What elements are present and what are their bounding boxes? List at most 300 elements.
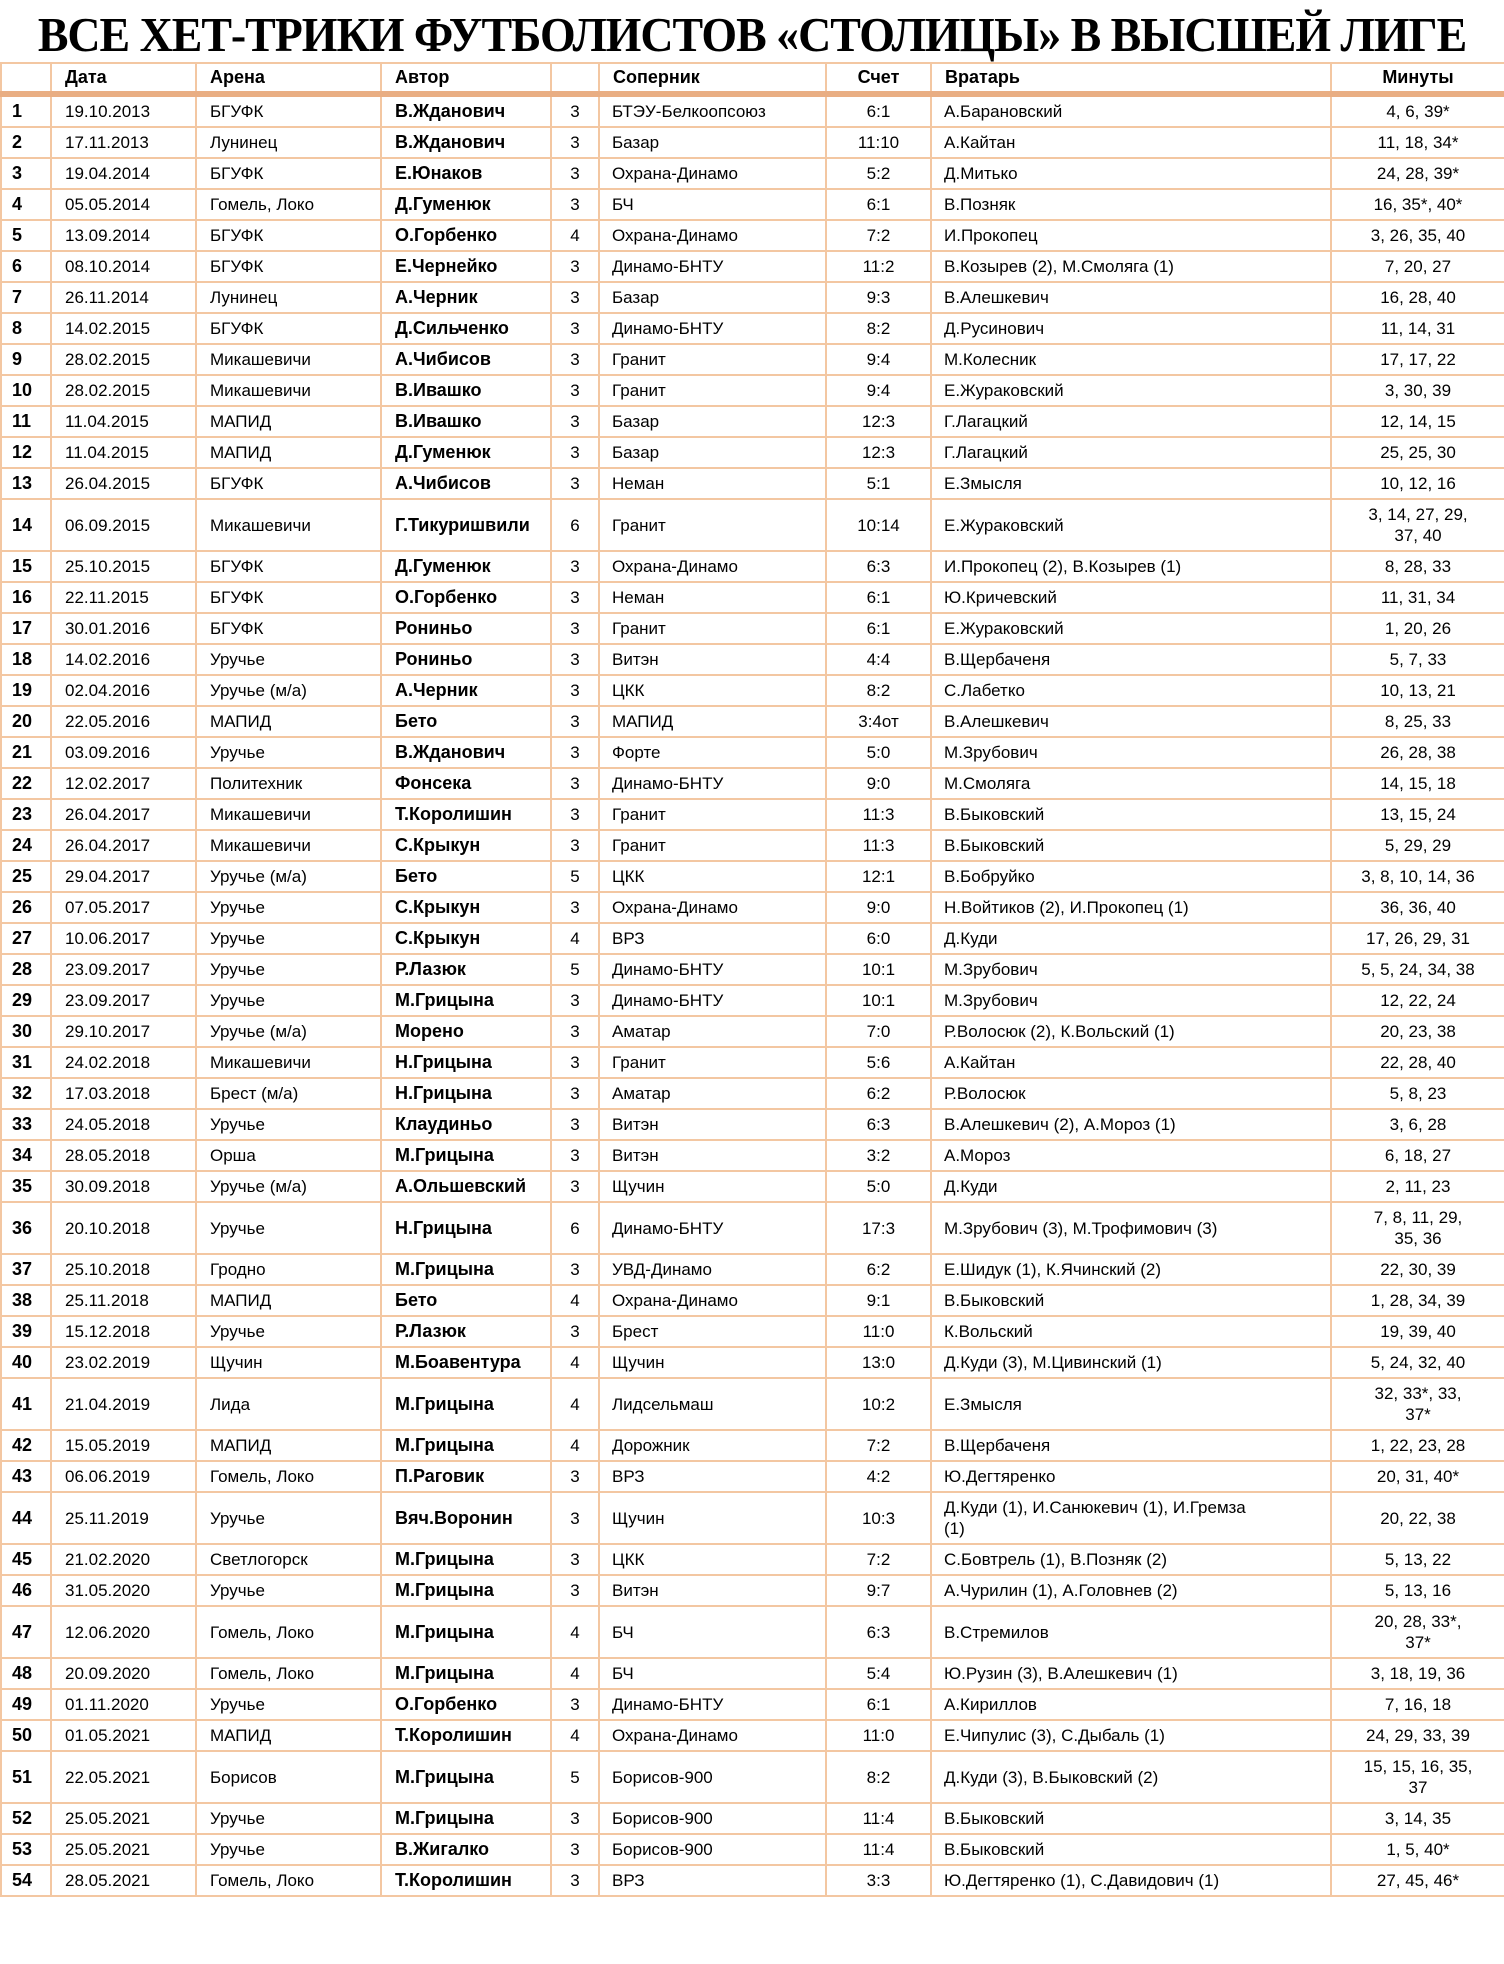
cell-author: А.Ольшевский xyxy=(381,1171,551,1202)
cell-date: 22.05.2021 xyxy=(51,1751,196,1803)
cell-author: С.Крыкун xyxy=(381,923,551,954)
cell-keeper xyxy=(931,437,1331,468)
table-row xyxy=(1,861,1504,892)
cell-date: 06.09.2015 xyxy=(51,499,196,551)
table-body xyxy=(1,94,1504,1896)
cell-keeper-text: В.Козырев (2), М.Смоляга (1) xyxy=(944,257,1174,276)
cell-goals: 3 xyxy=(551,799,599,830)
cell-minutes xyxy=(1331,127,1504,158)
cell-keeper xyxy=(931,830,1331,861)
cell-goals: 3 xyxy=(551,1171,599,1202)
cell-arena: Уручье xyxy=(196,737,381,768)
cell-minutes-text: 8, 25, 33 xyxy=(1384,712,1452,731)
table-row xyxy=(1,737,1504,768)
cell-author: Рониньо xyxy=(381,613,551,644)
cell-minutes-text: 20, 28, 33*, 37* xyxy=(1374,1612,1462,1652)
cell-minutes xyxy=(1331,375,1504,406)
cell-arena: Уручье (м/а) xyxy=(196,1171,381,1202)
cell-keeper xyxy=(931,1720,1331,1751)
cell-minutes xyxy=(1331,582,1504,613)
cell-score: 11:4 xyxy=(826,1834,931,1865)
table-row xyxy=(1,1751,1504,1803)
cell-goals: 3 xyxy=(551,468,599,499)
cell-keeper xyxy=(931,1658,1331,1689)
table-row xyxy=(1,1109,1504,1140)
cell-date: 01.05.2021 xyxy=(51,1720,196,1751)
cell-keeper-text: Д.Куди xyxy=(944,1177,998,1196)
cell-num: 24 xyxy=(1,830,51,861)
cell-date: 06.06.2019 xyxy=(51,1461,196,1492)
table-row xyxy=(1,923,1504,954)
header-cell-score: Счет xyxy=(826,63,931,94)
table-row xyxy=(1,344,1504,375)
cell-author: Н.Грицына xyxy=(381,1078,551,1109)
cell-num: 50 xyxy=(1,1720,51,1751)
cell-arena: МАПИД xyxy=(196,706,381,737)
cell-arena: Лунинец xyxy=(196,282,381,313)
cell-score: 9:3 xyxy=(826,282,931,313)
cell-minutes-text: 22, 30, 39 xyxy=(1380,1260,1456,1279)
cell-minutes xyxy=(1331,1171,1504,1202)
cell-opponent: Гранит xyxy=(599,375,826,406)
table-row xyxy=(1,675,1504,706)
cell-date: 23.09.2017 xyxy=(51,985,196,1016)
cell-minutes xyxy=(1331,251,1504,282)
cell-minutes-text: 36, 36, 40 xyxy=(1380,898,1456,917)
cell-author: Д.Гуменюк xyxy=(381,437,551,468)
cell-score: 11:0 xyxy=(826,1316,931,1347)
cell-keeper-text: М.Зрубович xyxy=(944,991,1038,1010)
cell-keeper xyxy=(931,1254,1331,1285)
cell-date: 25.10.2015 xyxy=(51,551,196,582)
cell-author: М.Грицына xyxy=(381,985,551,1016)
cell-keeper-text: Д.Куди (3), В.Быковский (2) xyxy=(944,1767,1159,1787)
cell-num: 27 xyxy=(1,923,51,954)
cell-goals: 3 xyxy=(551,985,599,1016)
cell-goals: 3 xyxy=(551,1016,599,1047)
cell-goals: 3 xyxy=(551,613,599,644)
cell-minutes xyxy=(1331,437,1504,468)
cell-minutes-text: 20, 23, 38 xyxy=(1380,1022,1456,1041)
cell-keeper xyxy=(931,468,1331,499)
cell-minutes xyxy=(1331,737,1504,768)
cell-goals: 3 xyxy=(551,1109,599,1140)
cell-keeper xyxy=(931,94,1331,127)
cell-opponent: Форте xyxy=(599,737,826,768)
cell-arena: Брест (м/а) xyxy=(196,1078,381,1109)
cell-arena: Гомель, Локо xyxy=(196,1606,381,1658)
cell-goals: 3 xyxy=(551,1575,599,1606)
cell-score: 6:3 xyxy=(826,551,931,582)
cell-minutes-text: 1, 28, 34, 39 xyxy=(1370,1291,1466,1310)
cell-opponent: ВРЗ xyxy=(599,923,826,954)
cell-goals: 5 xyxy=(551,954,599,985)
cell-keeper xyxy=(931,127,1331,158)
cell-keeper xyxy=(931,1606,1331,1658)
cell-keeper xyxy=(931,1316,1331,1347)
cell-num: 28 xyxy=(1,954,51,985)
cell-opponent: Витэн xyxy=(599,1109,826,1140)
cell-minutes-text: 7, 16, 18 xyxy=(1384,1695,1452,1714)
cell-keeper xyxy=(931,1544,1331,1575)
cell-date: 19.10.2013 xyxy=(51,94,196,127)
table-row xyxy=(1,1658,1504,1689)
cell-score: 10:1 xyxy=(826,954,931,985)
cell-author: М.Грицына xyxy=(381,1378,551,1430)
cell-minutes-text: 7, 8, 11, 29, 35, 36 xyxy=(1373,1208,1463,1248)
cell-arena: Уручье (м/а) xyxy=(196,1016,381,1047)
cell-author: Н.Грицына xyxy=(381,1202,551,1254)
table-row xyxy=(1,1606,1504,1658)
table-row xyxy=(1,468,1504,499)
cell-goals: 3 xyxy=(551,1865,599,1896)
cell-minutes-text: 17, 26, 29, 31 xyxy=(1366,929,1470,948)
cell-minutes-text: 16, 28, 40 xyxy=(1380,288,1456,307)
cell-keeper xyxy=(931,1689,1331,1720)
cell-minutes xyxy=(1331,954,1504,985)
cell-minutes xyxy=(1331,892,1504,923)
cell-opponent: Витэн xyxy=(599,1575,826,1606)
table-row xyxy=(1,499,1504,551)
cell-author: В.Ивашко xyxy=(381,406,551,437)
cell-date: 15.05.2019 xyxy=(51,1430,196,1461)
header-cell-keeper: Вратарь xyxy=(931,63,1331,94)
cell-num: 1 xyxy=(1,94,51,127)
cell-goals: 3 xyxy=(551,1047,599,1078)
cell-minutes-text: 10, 12, 16 xyxy=(1380,474,1456,493)
cell-score: 9:0 xyxy=(826,768,931,799)
cell-arena: МАПИД xyxy=(196,1285,381,1316)
cell-goals: 3 xyxy=(551,644,599,675)
cell-keeper-text: Ю.Дегтяренко (1), С.Давидович (1) xyxy=(944,1871,1220,1890)
cell-arena: Борисов xyxy=(196,1751,381,1803)
cell-arena: Микашевичи xyxy=(196,344,381,375)
cell-minutes-text: 2, 11, 23 xyxy=(1385,1177,1451,1196)
cell-minutes xyxy=(1331,189,1504,220)
cell-opponent: Борисов-900 xyxy=(599,1834,826,1865)
cell-keeper xyxy=(931,1171,1331,1202)
cell-goals: 3 xyxy=(551,251,599,282)
cell-keeper-text: Р.Волосюк (2), К.Вольский (1) xyxy=(944,1022,1175,1041)
cell-keeper-text: В.Быковский xyxy=(944,1840,1045,1859)
cell-keeper-text: М.Колесник xyxy=(944,350,1037,369)
cell-minutes xyxy=(1331,344,1504,375)
cell-author: Т.Королишин xyxy=(381,1720,551,1751)
cell-date: 25.10.2018 xyxy=(51,1254,196,1285)
cell-arena: Уручье xyxy=(196,923,381,954)
cell-author: Д.Сильченко xyxy=(381,313,551,344)
cell-date: 30.09.2018 xyxy=(51,1171,196,1202)
cell-date: 01.11.2020 xyxy=(51,1689,196,1720)
cell-minutes-text: 5, 13, 22 xyxy=(1384,1550,1452,1569)
cell-author: А.Черник xyxy=(381,675,551,706)
cell-minutes-text: 5, 5, 24, 34, 38 xyxy=(1361,960,1475,979)
cell-num: 15 xyxy=(1,551,51,582)
cell-opponent: ВРЗ xyxy=(599,1461,826,1492)
cell-arena: Уручье xyxy=(196,1492,381,1544)
cell-keeper xyxy=(931,1803,1331,1834)
cell-opponent: Динамо-БНТУ xyxy=(599,954,826,985)
cell-date: 26.04.2017 xyxy=(51,799,196,830)
cell-opponent: Динамо-БНТУ xyxy=(599,313,826,344)
cell-minutes-text: 5, 8, 23 xyxy=(1389,1084,1447,1103)
cell-arena: БГУФК xyxy=(196,251,381,282)
cell-date: 28.05.2021 xyxy=(51,1865,196,1896)
header-cell-goals xyxy=(551,63,599,94)
table-row xyxy=(1,1047,1504,1078)
cell-date: 22.05.2016 xyxy=(51,706,196,737)
cell-keeper xyxy=(931,1834,1331,1865)
cell-author: О.Горбенко xyxy=(381,582,551,613)
cell-score: 7:2 xyxy=(826,1544,931,1575)
cell-author: В.Жданович xyxy=(381,94,551,127)
cell-minutes xyxy=(1331,799,1504,830)
cell-goals: 3 xyxy=(551,1689,599,1720)
cell-opponent: Базар xyxy=(599,282,826,313)
table-row xyxy=(1,282,1504,313)
cell-author: В.Жданович xyxy=(381,737,551,768)
cell-date: 11.04.2015 xyxy=(51,406,196,437)
cell-date: 25.11.2018 xyxy=(51,1285,196,1316)
cell-arena: Уручье xyxy=(196,985,381,1016)
cell-keeper-text: Е.Шидук (1), К.Ячинский (2) xyxy=(944,1260,1162,1279)
cell-score: 8:2 xyxy=(826,313,931,344)
table-row xyxy=(1,251,1504,282)
table-row xyxy=(1,892,1504,923)
cell-num: 9 xyxy=(1,344,51,375)
cell-minutes xyxy=(1331,220,1504,251)
cell-keeper xyxy=(931,313,1331,344)
cell-author: Фонсека xyxy=(381,768,551,799)
cell-date: 15.12.2018 xyxy=(51,1316,196,1347)
cell-num: 41 xyxy=(1,1378,51,1430)
table-row xyxy=(1,313,1504,344)
header-cell-arena: Арена xyxy=(196,63,381,94)
cell-author: С.Крыкун xyxy=(381,830,551,861)
cell-arena: Щучин xyxy=(196,1347,381,1378)
cell-score: 4:4 xyxy=(826,644,931,675)
table-row xyxy=(1,1378,1504,1430)
hat-tricks-table xyxy=(0,62,1504,1897)
cell-keeper xyxy=(931,375,1331,406)
cell-keeper xyxy=(931,954,1331,985)
cell-minutes xyxy=(1331,1140,1504,1171)
cell-arena: Гомель, Локо xyxy=(196,1461,381,1492)
cell-goals: 3 xyxy=(551,551,599,582)
cell-opponent: Брест xyxy=(599,1316,826,1347)
cell-minutes-text: 3, 26, 35, 40 xyxy=(1370,226,1466,245)
cell-goals: 3 xyxy=(551,1492,599,1544)
cell-score: 11:4 xyxy=(826,1803,931,1834)
cell-keeper-text: А.Чурилин (1), А.Головнев (2) xyxy=(944,1581,1178,1600)
cell-num: 37 xyxy=(1,1254,51,1285)
cell-keeper xyxy=(931,1202,1331,1254)
cell-date: 26.04.2017 xyxy=(51,830,196,861)
cell-arena: БГУФК xyxy=(196,94,381,127)
cell-num: 2 xyxy=(1,127,51,158)
cell-num: 44 xyxy=(1,1492,51,1544)
cell-minutes xyxy=(1331,1016,1504,1047)
cell-keeper xyxy=(931,644,1331,675)
cell-score: 11:2 xyxy=(826,251,931,282)
cell-goals: 4 xyxy=(551,1606,599,1658)
cell-date: 26.11.2014 xyxy=(51,282,196,313)
cell-author: М.Грицына xyxy=(381,1751,551,1803)
cell-opponent: Базар xyxy=(599,406,826,437)
cell-score: 8:2 xyxy=(826,675,931,706)
table-row xyxy=(1,830,1504,861)
cell-score: 3:4от xyxy=(826,706,931,737)
table-row xyxy=(1,189,1504,220)
cell-num: 33 xyxy=(1,1109,51,1140)
header-cell-minutes: Минуты xyxy=(1331,63,1504,94)
cell-keeper-text: В.Щербаченя xyxy=(944,650,1051,669)
cell-date: 25.05.2021 xyxy=(51,1803,196,1834)
cell-date: 03.09.2016 xyxy=(51,737,196,768)
table-row xyxy=(1,1016,1504,1047)
cell-minutes xyxy=(1331,313,1504,344)
cell-date: 07.05.2017 xyxy=(51,892,196,923)
cell-minutes-text: 4, 6, 39* xyxy=(1386,102,1450,121)
cell-minutes-text: 7, 20, 27 xyxy=(1384,257,1452,276)
cell-minutes xyxy=(1331,1047,1504,1078)
cell-minutes xyxy=(1331,1202,1504,1254)
cell-goals: 3 xyxy=(551,313,599,344)
header-cell-date: Дата xyxy=(51,63,196,94)
header-cell-author: Автор xyxy=(381,63,551,94)
table-row xyxy=(1,613,1504,644)
cell-score: 5:0 xyxy=(826,737,931,768)
cell-minutes xyxy=(1331,985,1504,1016)
cell-author: Рониньо xyxy=(381,644,551,675)
cell-arena: Светлогорск xyxy=(196,1544,381,1575)
cell-num: 49 xyxy=(1,1689,51,1720)
cell-goals: 3 xyxy=(551,1140,599,1171)
cell-arena: Лунинец xyxy=(196,127,381,158)
cell-minutes-text: 13, 15, 24 xyxy=(1380,805,1456,824)
cell-keeper xyxy=(931,1751,1331,1803)
cell-goals: 4 xyxy=(551,1720,599,1751)
cell-goals: 3 xyxy=(551,437,599,468)
cell-keeper xyxy=(931,406,1331,437)
cell-num: 11 xyxy=(1,406,51,437)
table-row xyxy=(1,406,1504,437)
cell-num: 8 xyxy=(1,313,51,344)
cell-keeper-text: А.Барановский xyxy=(944,102,1063,121)
table-row xyxy=(1,985,1504,1016)
cell-minutes-text: 5, 13, 16 xyxy=(1384,1581,1452,1600)
table-row xyxy=(1,1171,1504,1202)
cell-num: 31 xyxy=(1,1047,51,1078)
cell-arena: Гомель, Локо xyxy=(196,1865,381,1896)
cell-date: 28.02.2015 xyxy=(51,344,196,375)
cell-num: 39 xyxy=(1,1316,51,1347)
cell-num: 29 xyxy=(1,985,51,1016)
cell-score: 6:1 xyxy=(826,613,931,644)
cell-arena: Орша xyxy=(196,1140,381,1171)
cell-keeper-text: В.Быковский xyxy=(944,1809,1045,1828)
cell-num: 13 xyxy=(1,468,51,499)
cell-score: 5:1 xyxy=(826,468,931,499)
cell-arena: Уручье xyxy=(196,954,381,985)
cell-opponent: ЦКК xyxy=(599,675,826,706)
cell-author: В.Ивашко xyxy=(381,375,551,406)
cell-num: 34 xyxy=(1,1140,51,1171)
cell-author: Т.Королишин xyxy=(381,1865,551,1896)
table-row xyxy=(1,644,1504,675)
cell-arena: МАПИД xyxy=(196,1430,381,1461)
cell-keeper-text: М.Зрубович xyxy=(944,743,1038,762)
cell-minutes xyxy=(1331,1254,1504,1285)
cell-date: 12.06.2020 xyxy=(51,1606,196,1658)
cell-author: М.Грицына xyxy=(381,1658,551,1689)
table-row xyxy=(1,158,1504,189)
cell-date: 22.11.2015 xyxy=(51,582,196,613)
cell-keeper-text: Ю.Кричевский xyxy=(944,588,1057,607)
cell-opponent: Базар xyxy=(599,127,826,158)
cell-minutes-text: 3, 14, 35 xyxy=(1384,1809,1452,1828)
cell-score: 12:1 xyxy=(826,861,931,892)
cell-goals: 5 xyxy=(551,1751,599,1803)
cell-author: Е.Юнаков xyxy=(381,158,551,189)
cell-opponent: Дорожник xyxy=(599,1430,826,1461)
cell-minutes xyxy=(1331,1689,1504,1720)
cell-score: 11:0 xyxy=(826,1720,931,1751)
cell-date: 23.02.2019 xyxy=(51,1347,196,1378)
cell-author: О.Горбенко xyxy=(381,220,551,251)
cell-minutes xyxy=(1331,675,1504,706)
cell-keeper-text: Д.Куди xyxy=(944,929,998,948)
cell-arena: БГУФК xyxy=(196,613,381,644)
cell-keeper xyxy=(931,1047,1331,1078)
table-row xyxy=(1,768,1504,799)
cell-author: М.Грицына xyxy=(381,1544,551,1575)
cell-opponent: Борисов-900 xyxy=(599,1803,826,1834)
cell-opponent: Аматар xyxy=(599,1078,826,1109)
cell-goals: 4 xyxy=(551,1658,599,1689)
cell-minutes-text: 26, 28, 38 xyxy=(1380,743,1456,762)
cell-keeper-text: Е.Жураковский xyxy=(944,619,1064,638)
cell-minutes xyxy=(1331,406,1504,437)
cell-keeper-text: В.Бобруйко xyxy=(944,867,1035,886)
cell-arena: Уручье xyxy=(196,1834,381,1865)
cell-author: М.Грицына xyxy=(381,1254,551,1285)
cell-author: С.Крыкун xyxy=(381,892,551,923)
page-title: ВСЕ ХЕТ-ТРИКИ ФУТБОЛИСТОВ «СТОЛИЦЫ» В ВЫСШЕЙ ЛИГЕ xyxy=(37,7,1467,62)
cell-author: В.Жигалко xyxy=(381,1834,551,1865)
cell-keeper-text: Д.Куди (1), И.Санюкевич (1), И.Гремза (1) xyxy=(944,1498,1246,1538)
cell-opponent: Гранит xyxy=(599,613,826,644)
cell-minutes-text: 1, 22, 23, 28 xyxy=(1370,1436,1466,1455)
cell-keeper-text: С.Бовтрель (1), В.Позняк (2) xyxy=(944,1550,1167,1569)
cell-date: 08.10.2014 xyxy=(51,251,196,282)
cell-arena: Микашевичи xyxy=(196,799,381,830)
cell-date: 28.02.2015 xyxy=(51,375,196,406)
table-row xyxy=(1,375,1504,406)
table-row xyxy=(1,94,1504,127)
cell-num: 7 xyxy=(1,282,51,313)
cell-date: 25.11.2019 xyxy=(51,1492,196,1544)
cell-arena: БГУФК xyxy=(196,313,381,344)
cell-minutes-text: 16, 35*, 40* xyxy=(1373,195,1463,214)
cell-opponent: Охрана-Динамо xyxy=(599,1285,826,1316)
cell-score: 9:4 xyxy=(826,375,931,406)
cell-goals: 3 xyxy=(551,1544,599,1575)
cell-author: Клаудиньо xyxy=(381,1109,551,1140)
cell-author: М.Грицына xyxy=(381,1430,551,1461)
cell-score: 7:2 xyxy=(826,1430,931,1461)
table-row xyxy=(1,1347,1504,1378)
